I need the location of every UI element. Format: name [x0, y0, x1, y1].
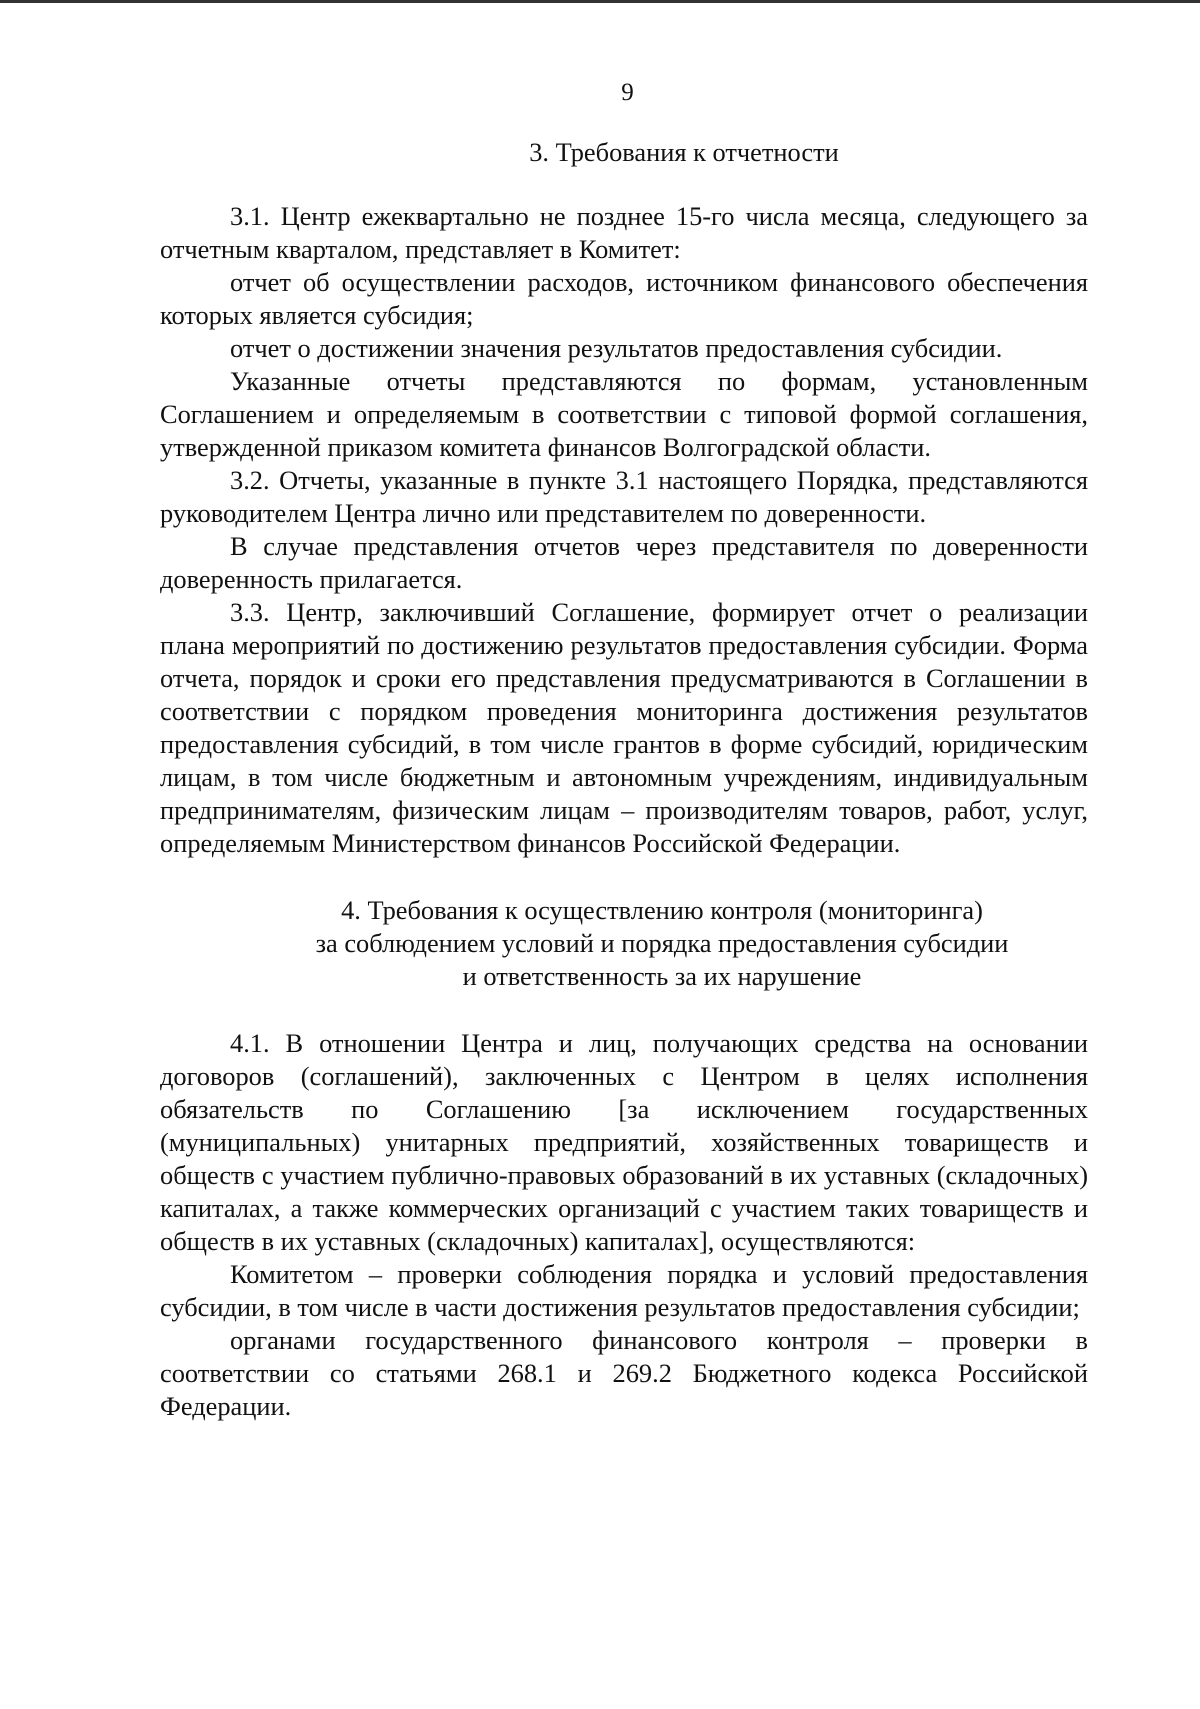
- paragraph-4-1-committee: Комитетом – проверки соблюдения порядка и условий предоставления субсидии, в том числе в части достижения результатов предоставления субсидии;: [160, 1259, 1088, 1322]
- paragraph-3-1-forms: Указанные отчеты представляются по формам, установленным Соглашением и определяемым в соответствии с типовой формой соглашения, утвержденной приказом комитета финансов Волгоградской области.: [160, 366, 1088, 462]
- document-body: [160, 136, 1088, 1423]
- paragraph-3-1: 3.1. Центр ежеквартально не позднее 15-го числа месяца, следующего за отчетным кварталом, представляет в Комитет:: [160, 201, 1088, 264]
- section-4-title: [160, 894, 1088, 993]
- paragraph-4-1: 4.1. В отношении Центра и лиц, получающих средства на основании договоров (соглашений), заключенных с Центром в целях исполнения обязательств по Соглашению [за исключением государственных (муниципальных) унитарных предприятий, хозяйственных товариществ и обществ с участием публично-правовых образований в их уставных (складочных) капиталах, а также коммерческих организаций с участием таких товариществ и обществ в их уставных (складочных) капиталах], осуществляются:: [160, 1028, 1088, 1256]
- paragraph-3-1-item-expenses: отчет об осуществлении расходов, источником финансового обеспечения которых является субсидия;: [160, 267, 1088, 330]
- scan-edge-line: [0, 0, 1200, 3]
- paragraph-3-3: 3.3. Центр, заключивший Соглашение, формирует отчет о реализации плана мероприятий по достижению результатов предоставления субсидии. Форма отчета, порядок и сроки его представления предусматриваются в Соглашении в соответствии с порядком проведения мониторинга достижения результатов предоставления субсидий, в том числе грантов в форме субсидий, юридическим лицам, в том числе бюджетным и автономным учреждениям, индивидуальным предпринимателям, физическим лицам – производителям товаров, работ, услуг, определяемым Министерством финансов Российской Федерации.: [160, 597, 1088, 858]
- paragraph-3-2: 3.2. Отчеты, указанные в пункте 3.1 настоящего Порядка, представляются руководителем Центра лично или представителем по доверенности.: [160, 465, 1088, 528]
- paragraph-4-1-financial-control: органами государственного финансового контроля – проверки в соответствии со статьями 268.1 и 269.2 Бюджетного кодекса Российской Федерации.: [160, 1325, 1088, 1421]
- paragraph-3-1-item-results: отчет о достижении значения результатов предоставления субсидии.: [230, 333, 1003, 363]
- paragraph-3-2-proxy: В случае представления отчетов через представителя по доверенности доверенность прилагается.: [160, 531, 1088, 594]
- section-4-title-line-1: 4. Требования к осуществлению контроля (мониторинга): [341, 895, 983, 925]
- section-4-title-line-2: за соблюдением условий и порядка предоставления субсидии: [315, 928, 1009, 958]
- page-number: 9: [621, 79, 634, 106]
- section-3-title: 3. Требования к отчетности: [529, 137, 839, 167]
- section-4-title-line-3: и ответственность за их нарушение: [462, 961, 862, 991]
